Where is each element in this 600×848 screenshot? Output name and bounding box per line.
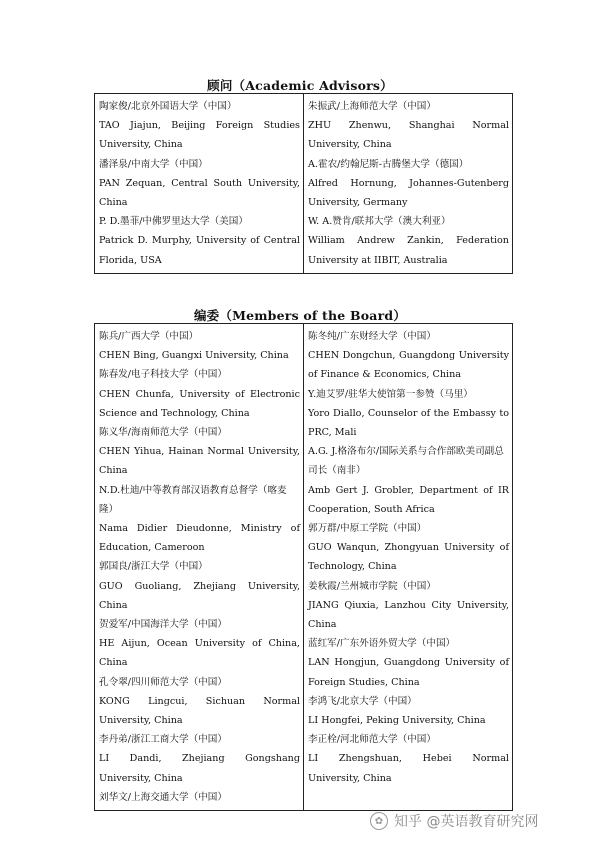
member-name-en: JIANG Qiuxia, Lanzhou City University, China xyxy=(308,599,509,631)
member-name-zh: 孔令翠/四川师范大学（中国） xyxy=(99,676,227,688)
member-name-zh: 贺爱军/中国海洋大学（中国） xyxy=(99,619,227,631)
member-name-en: GUO Wanqun, Zhongyuan University of Technology, China xyxy=(308,542,509,573)
board-left-column xyxy=(95,324,304,811)
member-name-en: CHEN Yihua, Hainan Normal University, China xyxy=(99,446,300,477)
zhihu-watermark xyxy=(370,808,538,834)
advisors-table xyxy=(94,93,513,274)
member-name-zh: 郭国良/浙江大学（中国） xyxy=(99,561,208,573)
member-name-zh: P. D.墨菲/中佛罗里达大学（美国） xyxy=(99,216,248,228)
member-name-zh: 陈义华/海南师范大学（中国） xyxy=(99,427,227,439)
member-name-zh: 姜秋霞/兰州城市学院（中国） xyxy=(308,580,436,592)
member-name-en: PAN Zequan, Central South University, China xyxy=(99,177,300,209)
member-name-en: CHEN Dongchun, Guangdong University of Finance & Economics, China xyxy=(308,350,509,381)
member-name-zh: 李丹弟/浙江工商大学（中国） xyxy=(99,734,227,746)
member-name-en: Alfred Hornung, Johannes-Gutenberg University, Germany xyxy=(308,177,509,209)
member-name-en: GUO Guoliang, Zhejiang University, China xyxy=(99,580,300,611)
member-name-en: Patrick D. Murphy, University of Central Florida, USA xyxy=(99,235,300,266)
board-title: 编委（Members of the Board） xyxy=(193,308,407,323)
member-name-en: Amb Gert J. Grobler, Department of IR Cooperation, South Africa xyxy=(308,484,509,515)
member-name-zh: N.D.杜迪/中等教育部汉语教育总督学（喀麦隆） xyxy=(99,484,287,515)
member-name-en: LAN Hongjun, Guangdong University of Foreign Studies, China xyxy=(308,657,509,688)
member-name-en: LI Hongfei, Peking University, China xyxy=(308,715,486,727)
member-name-en: TAO Jiajun, Beijing Foreign Studies University, China xyxy=(99,120,300,151)
member-name-zh: 蓝红军/广东外语外贸大学（中国） xyxy=(308,638,456,650)
member-name-en: LI Dandi, Zhejiang Gongshang University, China xyxy=(99,753,300,784)
member-name-zh: 朱振武/上海师范大学（中国） xyxy=(308,101,436,112)
board-table xyxy=(94,323,513,811)
member-name-en: HE Aijun, Ocean University of China, China xyxy=(99,638,300,669)
member-name-zh: 陈冬纯/广东财经大学（中国） xyxy=(308,331,436,342)
member-name-en: KONG Lingcui, Sichuan Normal University, China xyxy=(99,695,300,727)
member-name-en: William Andrew Zankin, Federation University at IIBIT, Australia xyxy=(308,235,509,266)
member-name-zh: W. A.赞肯/联邦大学（澳大利亚） xyxy=(308,216,451,228)
member-name-zh: A.G. J.格洛布尔/国际关系与合作部欧美司副总司长（南非） xyxy=(308,446,504,477)
member-name-en: Nama Didier Dieudonne, Ministry of Education, Cameroon xyxy=(99,523,300,554)
member-name-en: CHEN Chunfa, University of Electronic Science and Technology, China xyxy=(99,388,300,419)
wechat-like-icon: ✿ xyxy=(370,812,388,830)
member-name-zh: 李鸿飞/北京大学（中国） xyxy=(308,695,417,707)
member-name-zh: 陈兵/广西大学（中国） xyxy=(99,331,199,342)
member-name-zh: Y.迪艾罗/驻华大使馆第一参赞（马里） xyxy=(308,388,473,400)
advisors-right-column xyxy=(304,94,513,274)
advisors-left-column xyxy=(95,94,304,274)
member-name-zh: 李正栓/河北师范大学（中国） xyxy=(308,734,436,746)
member-name-en: LI Zhengshuan, Hebei Normal University, China xyxy=(308,753,509,784)
member-name-zh: 刘华文/上海交通大学（中国） xyxy=(99,791,227,803)
member-name-zh: 郭万群/中原工学院（中国） xyxy=(308,523,427,535)
member-name-zh: 陈春发/电子科技大学（中国） xyxy=(99,369,227,381)
member-name-en: ZHU Zhenwu, Shanghai Normal University, China xyxy=(308,120,509,151)
advisors-title: 顾问（Academic Advisors） xyxy=(207,78,393,93)
watermark-text: 知乎 @英语教育研究网 xyxy=(394,814,539,830)
member-name-en: Yoro Diallo, Counselor of the Embassy to PRC, Mali xyxy=(308,407,509,439)
member-name-en: CHEN Bing, Guangxi University, China xyxy=(99,350,289,362)
member-name-zh: A.霍农/约翰尼斯-古腾堡大学（德国） xyxy=(308,158,469,170)
board-right-column xyxy=(304,324,513,811)
member-name-zh: 潘泽泉/中南大学（中国） xyxy=(99,158,208,170)
member-name-zh: 陶家俊/北京外国语大学（中国） xyxy=(99,101,237,112)
